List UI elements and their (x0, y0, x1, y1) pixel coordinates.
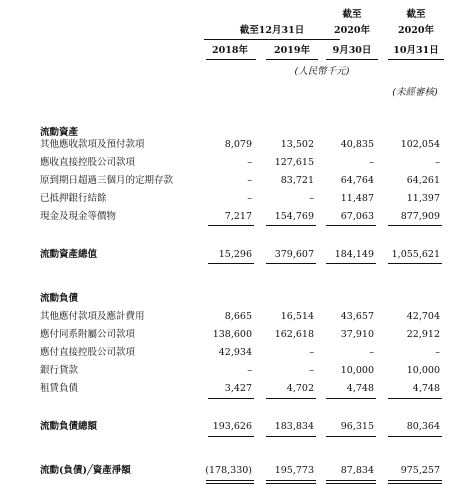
subtotal-rule (326, 225, 376, 226)
cell-2019: – (309, 365, 314, 376)
header-col1-rule (206, 59, 256, 60)
total-rule (208, 263, 254, 264)
cell-sep-2020: – (369, 157, 374, 168)
total-rule (266, 436, 316, 437)
total-oct-2020: 80,364 (406, 421, 440, 432)
cell-sep-2020: 64,764 (340, 175, 374, 186)
net-2018: (178,330) (205, 465, 252, 476)
row-label: 已抵押銀行結餘 (40, 193, 107, 204)
cell-2018: 8,079 (224, 139, 252, 150)
current-liabilities-heading: 流動負債 (40, 293, 79, 304)
cell-2019: 83,721 (280, 175, 314, 186)
header-col4-mid: 2020年 (398, 25, 434, 36)
cell-2018: – (247, 175, 252, 186)
row-label: 其他應付款項及應計費用 (40, 311, 145, 322)
header-unit: (人民幣千元) (294, 66, 350, 77)
double-rule (388, 480, 442, 484)
total-rule (388, 436, 442, 437)
total-2018: 15,296 (218, 249, 252, 260)
subtotal-rule (208, 225, 254, 226)
total-sep-2020: 184,149 (334, 249, 374, 260)
current-assets-total-label: 流動資產總值 (40, 249, 98, 260)
cell-sep-2020: 67,063 (340, 211, 374, 222)
cell-oct-2020: – (435, 157, 440, 168)
total-oct-2020: 1,055,621 (391, 249, 440, 260)
cell-sep-2020: 43,657 (340, 311, 374, 322)
subtotal-rule (388, 398, 442, 399)
cell-2019: 4,702 (286, 383, 314, 394)
cell-2019: 13,502 (280, 139, 314, 150)
cell-sep-2020: 40,835 (340, 139, 374, 150)
row-label: 現金及現金等價物 (40, 211, 117, 222)
cell-2019: 16,514 (280, 311, 314, 322)
cell-oct-2020: 11,397 (406, 193, 440, 204)
cell-2019: 162,618 (274, 329, 314, 340)
cell-oct-2020: 42,704 (406, 311, 440, 322)
total-rule (388, 263, 442, 264)
cell-2018: – (247, 193, 252, 204)
header-group-label: 截至12月31日 (239, 25, 305, 36)
total-sep-2020: 96,315 (340, 421, 374, 432)
cell-2018: 138,600 (212, 329, 252, 340)
subtotal-rule (388, 225, 442, 226)
total-2019: 183,834 (274, 421, 314, 432)
header-col3-mid: 2020年 (334, 25, 370, 36)
subtotal-rule (266, 225, 316, 226)
net-oct-2020: 975,257 (400, 465, 440, 476)
cell-oct-2020: 4,748 (412, 383, 440, 394)
row-label: 原到期日超過三個月的定期存款 (40, 175, 174, 186)
cell-2018: – (247, 365, 252, 376)
header-col2: 2019年 (274, 45, 310, 56)
double-rule (326, 480, 376, 484)
total-rule (326, 436, 376, 437)
cell-sep-2020: 4,748 (346, 383, 374, 394)
double-rule (266, 480, 316, 484)
cell-oct-2020: 102,054 (400, 139, 440, 150)
cell-oct-2020: 22,912 (406, 329, 440, 340)
cell-2018: 3,427 (224, 383, 252, 394)
subtotal-rule (326, 398, 376, 399)
net-2019: 195,773 (274, 465, 314, 476)
header-col4-rule (388, 59, 444, 60)
subtotal-rule (266, 398, 316, 399)
row-label: 應收直接控股公司款項 (40, 157, 136, 168)
header-col3-rule (326, 59, 378, 60)
row-label: 租賃負債 (40, 383, 79, 394)
current-assets-heading: 流動資產 (40, 127, 79, 138)
row-label: 應付直接控股公司款項 (40, 347, 136, 358)
header-col4-top: 截至 (406, 9, 426, 20)
cell-2018: 8,665 (224, 311, 252, 322)
total-rule (208, 436, 254, 437)
cell-sep-2020: – (369, 347, 374, 358)
total-2018: 193,626 (212, 421, 252, 432)
double-rule (206, 480, 254, 484)
header-col3-top: 截至 (342, 9, 362, 20)
cell-2019: – (309, 347, 314, 358)
cell-oct-2020: 64,261 (406, 175, 440, 186)
cell-2019: – (309, 193, 314, 204)
row-label: 應付同系附屬公司款項 (40, 329, 136, 340)
total-rule (326, 263, 376, 264)
header-col4: 10月31日 (393, 45, 439, 56)
subtotal-rule (208, 398, 254, 399)
cell-2018: – (247, 157, 252, 168)
row-label: 銀行貸款 (40, 365, 79, 376)
header-unaudited: (未經審核) (392, 87, 438, 98)
header-col1: 2018年 (212, 45, 248, 56)
header-col3: 9月30日 (332, 45, 372, 56)
net-current-label: 流動(負債)╱資產淨額 (40, 465, 131, 476)
cell-oct-2020: 10,000 (406, 365, 440, 376)
header-group-rule (204, 39, 340, 40)
cell-2019: 127,615 (274, 157, 314, 168)
row-label: 其他應收款項及預付款項 (40, 139, 145, 150)
total-2019: 379,607 (274, 249, 314, 260)
current-liabilities-total-label: 流動負債總額 (40, 421, 98, 432)
cell-sep-2020: 10,000 (340, 365, 374, 376)
cell-oct-2020: 877,909 (400, 211, 440, 222)
cell-sep-2020: 37,910 (340, 329, 374, 340)
cell-2019: 154,769 (274, 211, 314, 222)
total-rule (266, 263, 316, 264)
cell-oct-2020: – (435, 347, 440, 358)
cell-2018: 7,217 (224, 211, 252, 222)
cell-2018: 42,934 (218, 347, 252, 358)
header-col2-rule (266, 59, 318, 60)
cell-sep-2020: 11,487 (340, 193, 374, 204)
net-sep-2020: 87,834 (340, 465, 374, 476)
